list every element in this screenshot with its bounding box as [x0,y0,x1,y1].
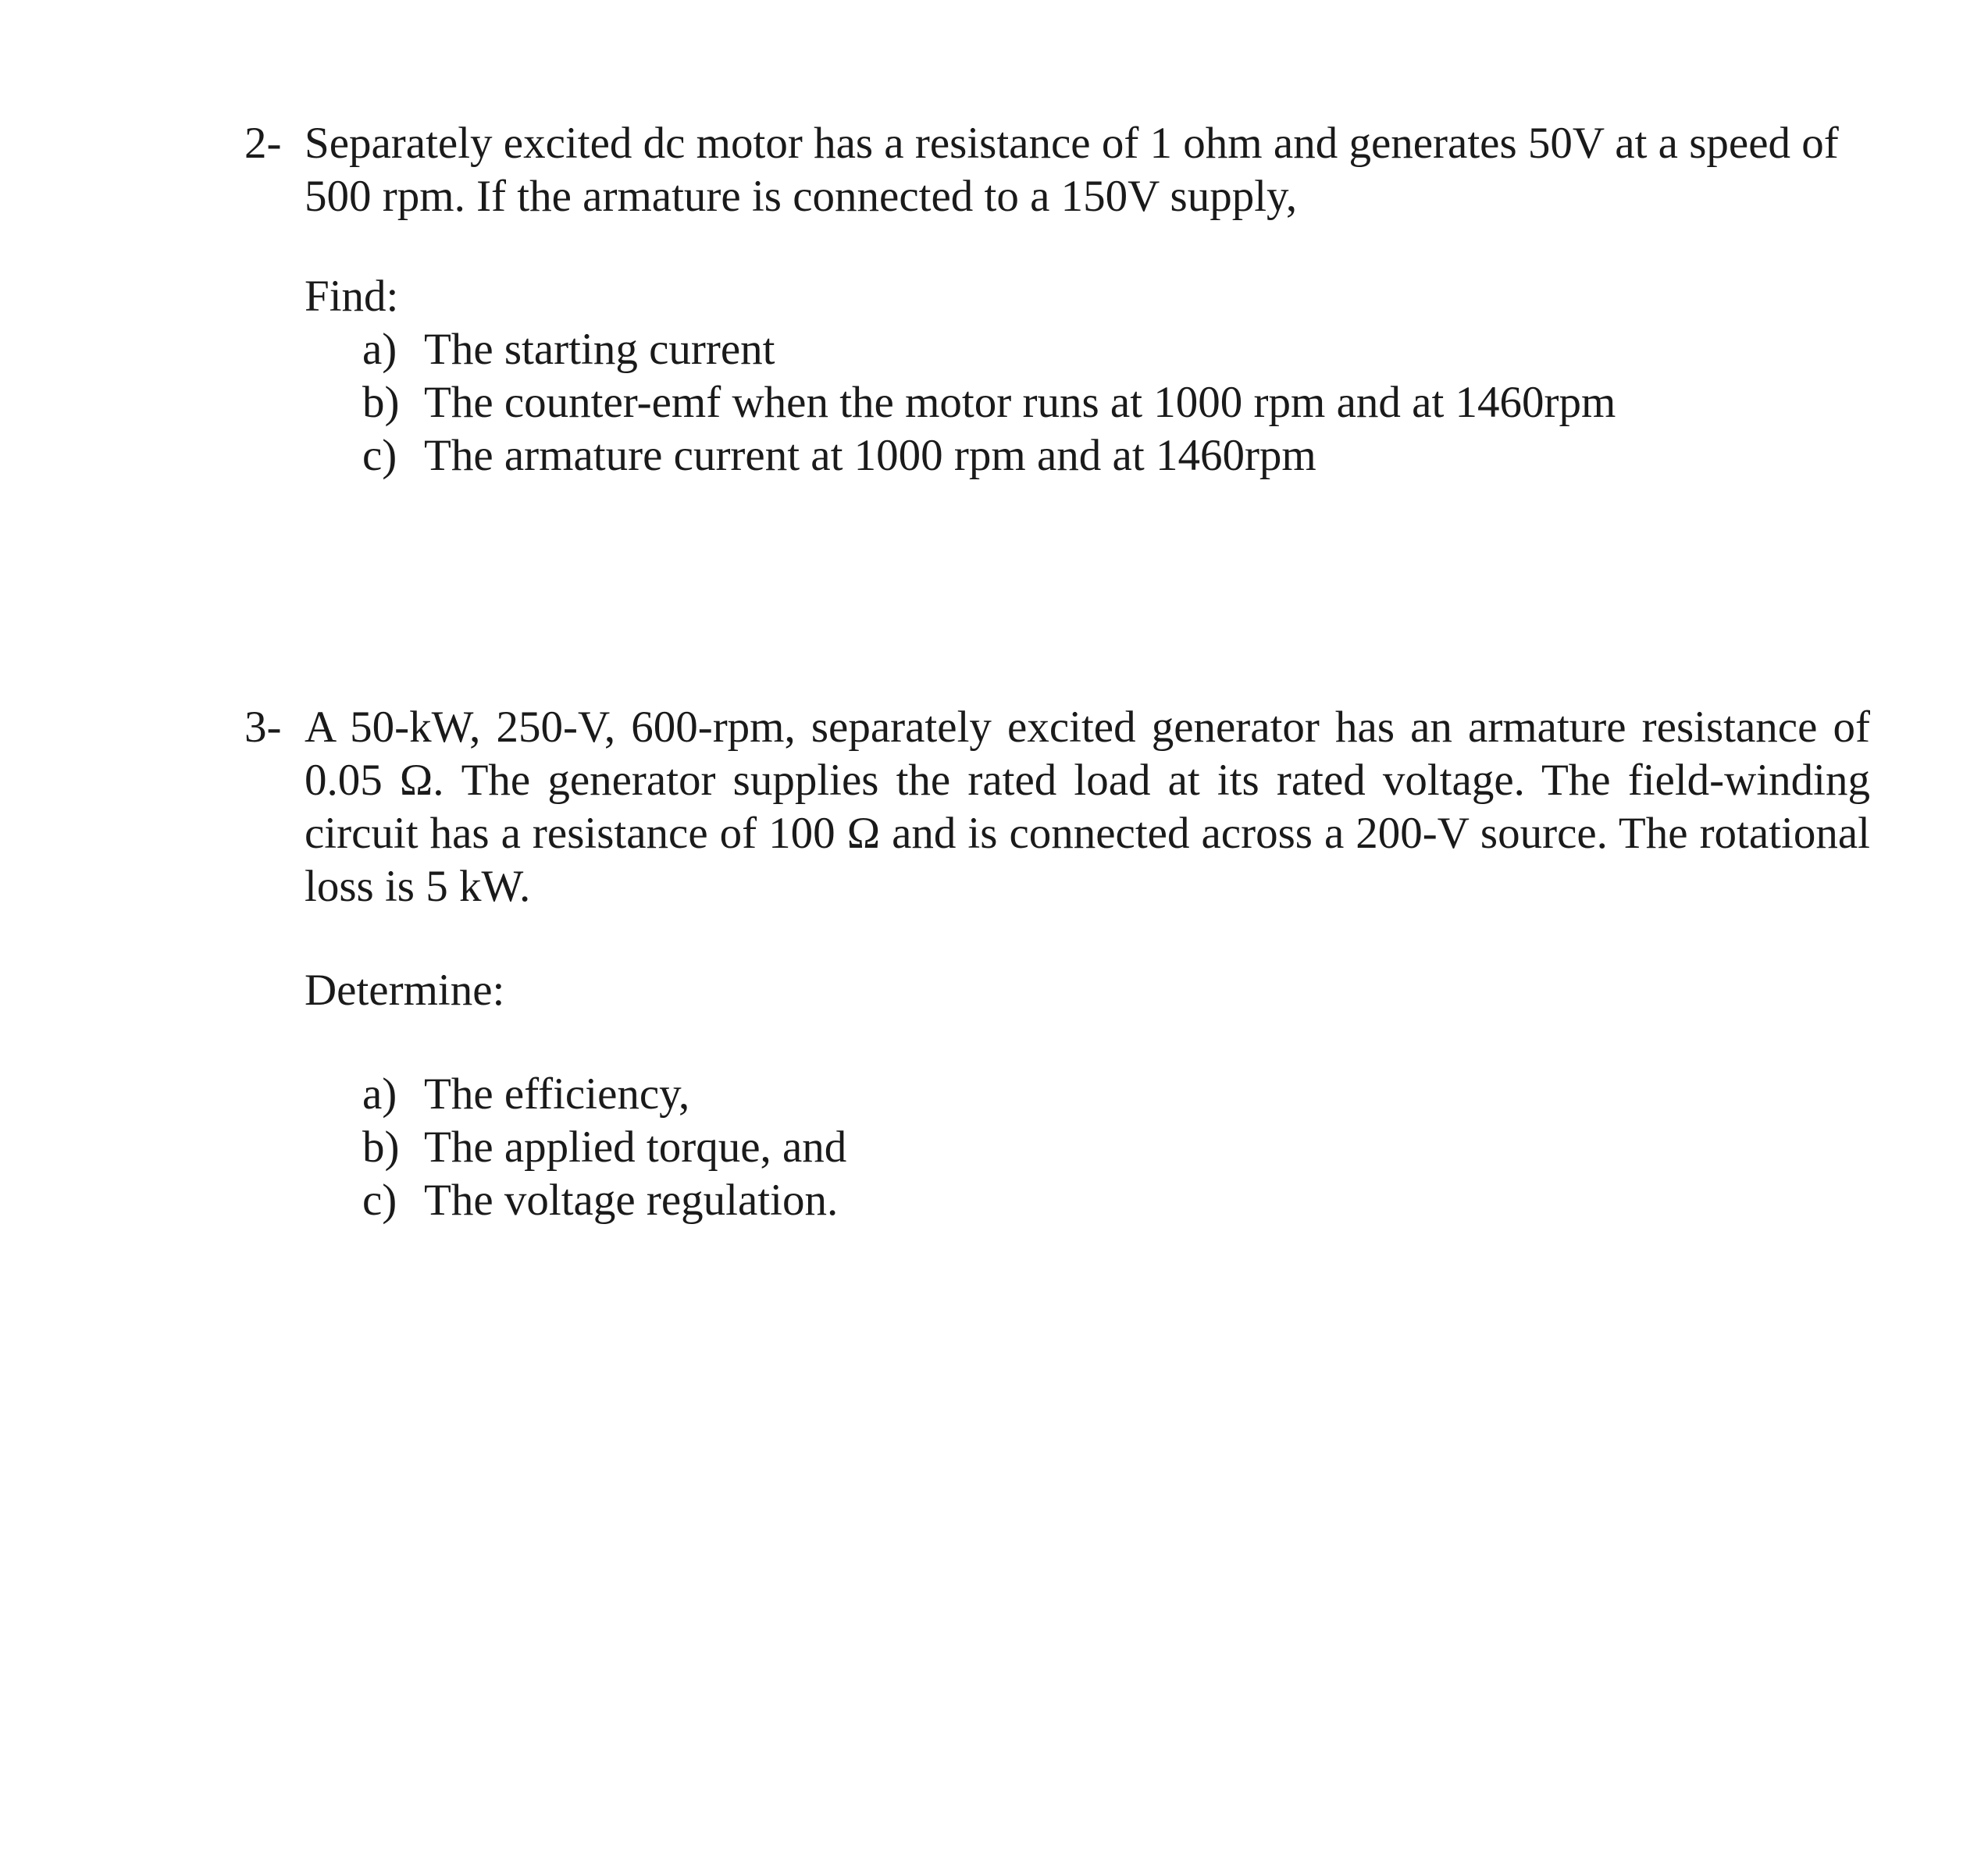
part-letter: c) [362,431,397,480]
problem-number: 2- [244,119,282,168]
problem-2 [0,117,1988,482]
problem-statement [0,701,1870,913]
problem-prompt: Find: [305,272,399,321]
part-text: The applied torque, and [424,1123,847,1172]
problem-statement [0,117,1870,223]
problem-parts-list [0,1068,1988,1227]
part-letter: b) [362,378,400,427]
part-text: The armature current at 1000 rpm and at 1460rpm [424,431,1316,480]
part-text: The efficiency, [424,1069,690,1119]
list-item [0,1174,1988,1227]
list-item [0,1121,1988,1174]
part-text: The starting current [424,325,775,374]
problem-prompt: Determine: [305,966,505,1015]
list-item [0,1068,1988,1121]
part-letter: a) [362,325,397,374]
part-text: The counter-emf when the motor runs at 1000 rpm and at 1460rpm [424,378,1616,427]
problem-parts-list [0,323,1988,482]
problem-number: 3- [244,703,282,752]
part-letter: a) [362,1069,397,1119]
problem-statement-text: A 50-kW, 250-V, 600-rpm, separately excited generator has an armature resistance of 0.05 Ω. The generator supplies the rated load at its rated voltage. The field-winding circuit has a resistance of 100 Ω and is connected across a 200-V source. The rotational loss is 5 kW. [305,703,1870,911]
part-letter: c) [362,1176,397,1225]
list-item [0,323,1988,376]
part-text: The voltage regulation. [424,1176,839,1225]
problem-statement-text: Separately excited dc motor has a resistance of 1 ohm and generates 50V at a speed of 500 rpm. If the armature is connected to a 150V supply, [305,119,1839,221]
part-letter: b) [362,1123,400,1172]
list-item [0,376,1988,429]
problem-3 [0,701,1988,1227]
list-item [0,429,1988,482]
